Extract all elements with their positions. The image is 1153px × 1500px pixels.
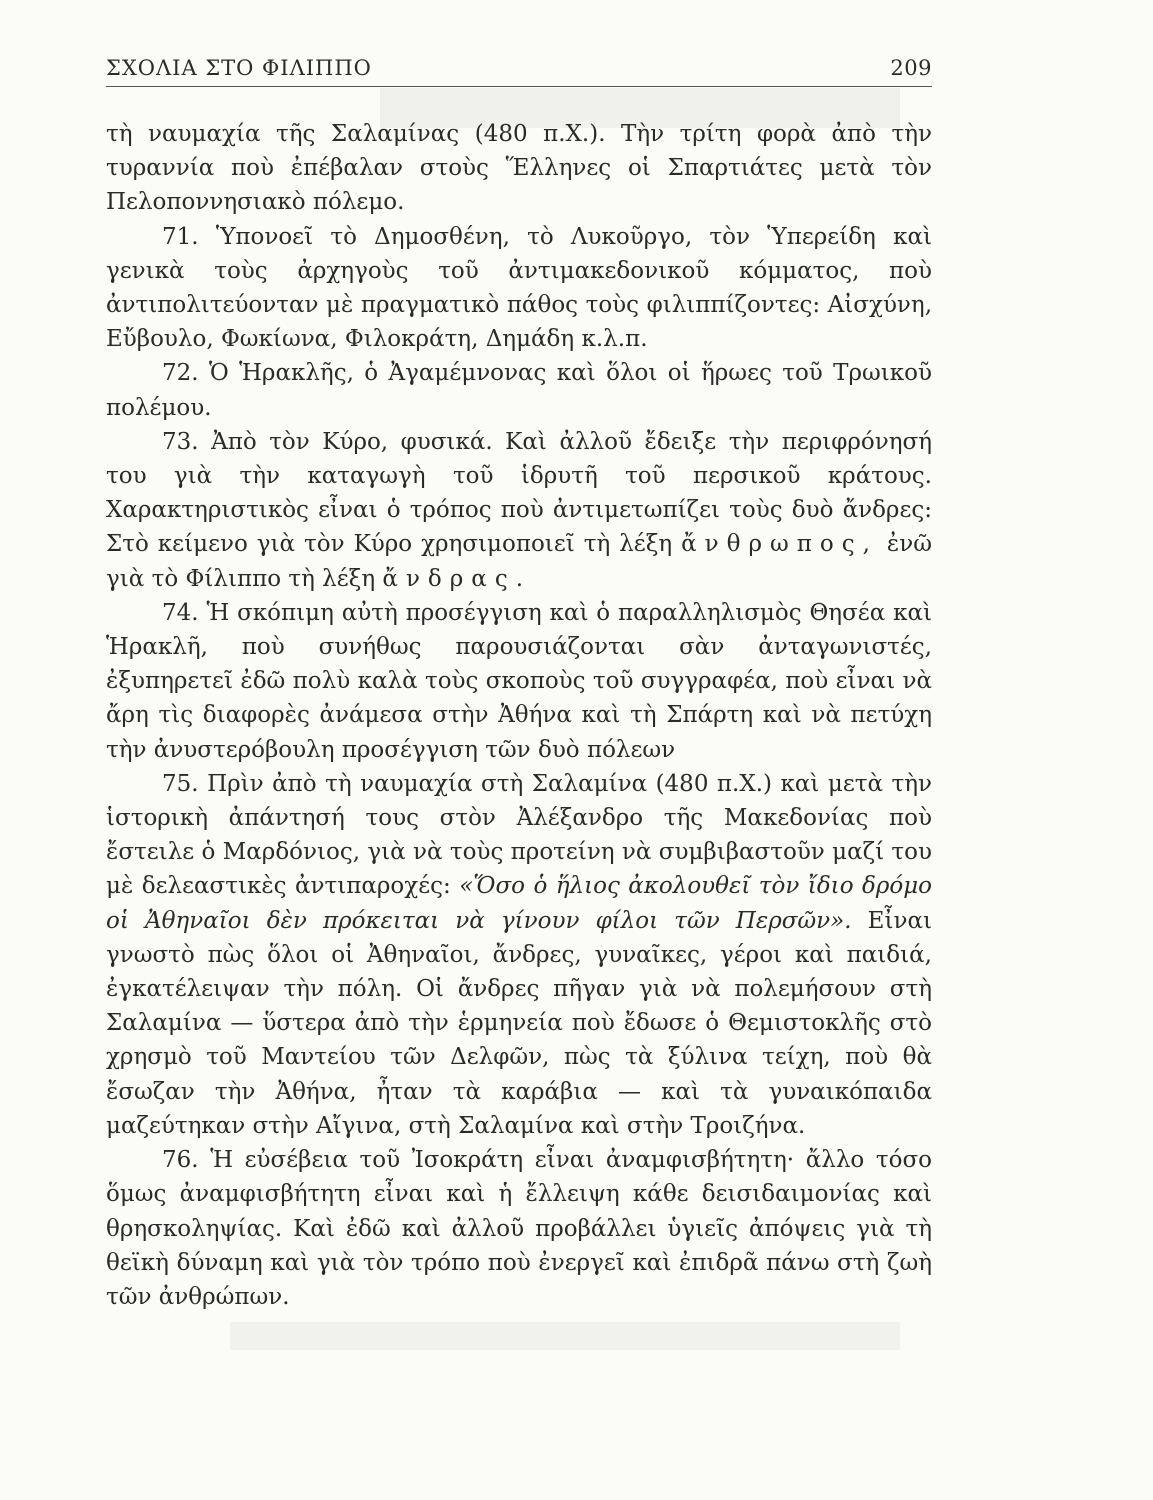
book-page	[106, 56, 932, 1314]
paragraph-text: Ὑπονοεῖ τὸ Δημοσθένη, τὸ Λυκοῦργο, τὸν Ὑπερείδη καὶ γενικὰ τοὺς ἀρχηγοὺς τοῦ ἀντιμακεδονικοῦ κόμματος, ποὺ ἀντιπολιτεύονταν μὲ πραγματικὸ πάθος τοὺς φιλιππίζοντες: Αἰσχύνη, Εὔβουλο, Φωκίωνα, Φιλοκράτη, Δημάδη κ.λ.π.	[106, 223, 933, 353]
paragraph-text: Ἡ σκόπιμη αὐτὴ προσέγγιση καὶ ὁ παραλληλισμὸς Θησέα καὶ Ἡρακλῆ, ποὺ συνήθως παρουσιάζονται σὰν ἀνταγωνιστές, ἐξυπηρετεῖ ἐδῶ πολὺ καλὰ τοὺς σκοποὺς τοῦ συγγραφέα, ποὺ εἶναι νὰ ἄρη τὶς διαφορὲς ἀνάμεσα στὴν Ἀθήνα καὶ τὴ Σπάρτη καὶ νὰ πετύχη τὴν ἀνυστερόβουλη προσέγγιση τῶν δυὸ πόλεων	[106, 599, 933, 763]
note-72	[106, 356, 932, 424]
note-number: 75.	[162, 770, 199, 797]
note-71	[106, 220, 932, 357]
paragraph-text: Ὁ Ἡρακλῆς, ὁ Ἀγαμέμνονας καὶ ὅλοι οἱ ἥρωες τοῦ Τρωικοῦ πολέμου.	[106, 360, 933, 421]
note-number: 71.	[162, 223, 199, 250]
quotation: «Ὅσο ὁ ἥλιος ἀκολουθεῖ τὸν ἴδιο δρόμο οἱ Ἀθηναῖοι δὲν πρόκειται νὰ γίνουν φίλοι τῶν Περσῶν».	[106, 873, 932, 934]
running-head	[106, 56, 932, 87]
paragraph-text: Πρὶν ἀπὸ τὴ ναυμαχία στὴ Σαλαμίνα (480 π.Χ.) καὶ μετὰ τὴν ἱστορικὴ ἀπάντησή τους στὸν Ἀλέξανδρο τῆς Μακεδονίας ποὺ ἔστειλε ὁ Μαρδόνιος, γιὰ νὰ τοὺς προτείνη νὰ συμβιβαστοῦν μαζί του μὲ δελεαστικὲς ἀντιπαροχές:	[106, 770, 932, 900]
paragraph-text: Ἀπὸ τὸν Κύρο, φυσικά. Καὶ ἀλλοῦ ἔδειξε τὴν περιφρόνησή του γιὰ τὴν καταγωγὴ τοῦ ἱδρυτῆ τοῦ περσικοῦ κράτους. Χαρακτηριστικὸς εἶναι ὁ τρόπος ποὺ ἀντιμετωπίζει τοὺς δυὸ ἄνδρες: Στὸ κείμενο γιὰ τὸν Κύρο χρησιμοποιεῖ τὴ λέξη	[106, 428, 932, 558]
note-number: 72.	[162, 360, 199, 387]
bleed-through-shadow	[230, 1322, 900, 1350]
note-continuation	[106, 117, 932, 220]
paragraph-text: ἐνῶ γιὰ τὸ Φίλιππο τὴ λέξη	[106, 531, 933, 592]
paragraph-text: τὴ ναυμαχία τῆς Σαλαμίνας (480 π.Χ.). Τὴν τρίτη φορὰ ἀπὸ τὴν τυραννία ποὺ ἐπέβαλαν στοὺς Ἕλληνες οἱ Σπαρτιάτες μετὰ τὸν Πελοποννησιακὸ πόλεμο.	[106, 121, 932, 216]
note-number: 76.	[162, 1147, 199, 1174]
note-73	[106, 425, 932, 596]
notes-body	[106, 117, 932, 1314]
paragraph-text: Ἡ εὐσέβεια τοῦ Ἰσοκράτη εἶναι ἀναμφισβήτητη· ἄλλο τόσο ὅμως ἀναμφισβήτητη εἶναι καὶ ἡ ἔλλειψη κάθε δεισιδαιμονίας καὶ θρησκοληψίας. Καὶ ἐδῶ καὶ ἀλλοῦ προβάλλει ὑγιεῖς ἀπόψεις γιὰ τὴ θεϊκὴ δύναμη καὶ γιὰ τὸν τρόπο ποὺ ἐνεργεῖ καὶ ἐπιδρᾶ πάνω στὴ ζωὴ τῶν ἀνθρώπων.	[106, 1147, 932, 1310]
note-76	[106, 1143, 932, 1314]
spaced-word: ἄνδρας.	[382, 565, 532, 592]
page-number: 209	[890, 56, 932, 80]
running-title: ΣΧΟΛΙΑ ΣΤΟ ΦΙΛΙΠΠΟ	[106, 56, 372, 80]
note-number: 74.	[162, 599, 199, 626]
note-number: 73.	[162, 428, 199, 455]
paragraph-text: Εἶναι γνωστὸ πὼς ὅλοι οἱ Ἀθηναῖοι, ἄνδρες, γυναῖκες, γέροι καὶ παιδιά, ἐγκατέλειψαν τὴν πόλη. Οἱ ἄνδρες πῆγαν γιὰ νὰ πολεμήσουν στὴ Σαλαμίνα — ὕστερα ἀπὸ τὴν ἑρμηνεία ποὺ ἔδωσε ὁ Θεμιστοκλῆς στὸ χρησμὸ τοῦ Μαντείου τῶν Δελφῶν, πὼς τὰ ξύλινα τείχη, ποὺ θὰ ἔσωζαν τὴν Ἀθήνα, ἦταν τὰ καράβια — καὶ τὰ γυναικόπαιδα μαζεύτηκαν στὴν Αἴγινα, στὴ Σαλαμίνα καὶ στὴν Τροιζήνα.	[106, 907, 932, 1139]
spaced-word: ἄνθρωπος,	[681, 531, 878, 558]
note-74	[106, 596, 932, 767]
note-75	[106, 767, 932, 1143]
